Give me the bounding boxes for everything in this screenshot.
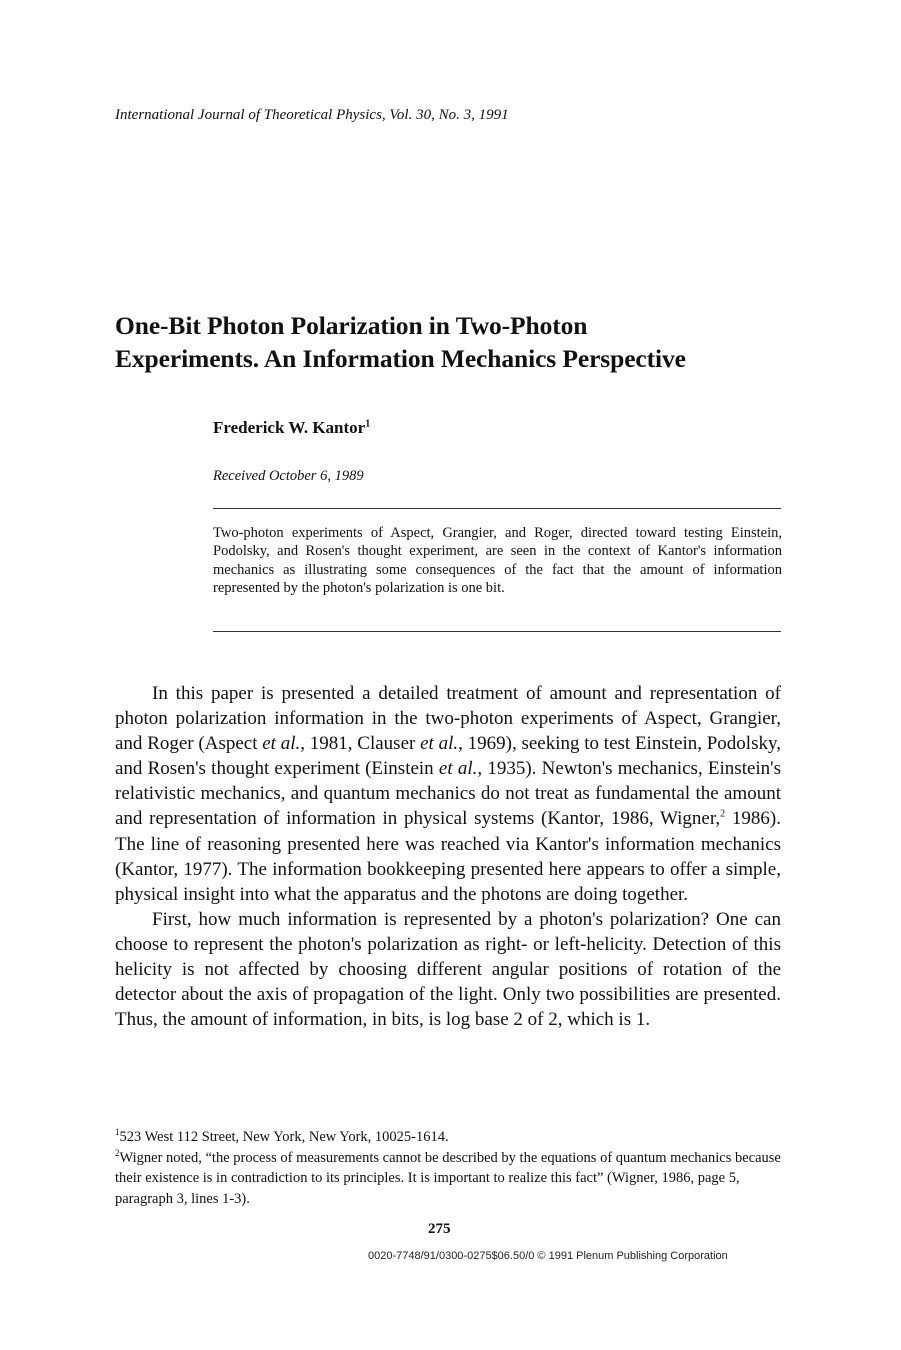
p1-text-a: In this paper is presented a detailed treatment of amount and representation of photon polarization information in the two-photon experiments of Aspect, Grangier, and Roger (Aspect [115, 683, 781, 755]
p1-text-b: , 1981, Clauser [300, 733, 421, 755]
p1-footnote-mark: 2 [720, 809, 726, 821]
author [213, 418, 370, 438]
p1-etal-1: et al. [262, 733, 301, 755]
title-line-2: Experiments. An Information Mechanics Perspective [115, 344, 686, 373]
footnote-2 [115, 1148, 783, 1210]
abstract-bottom-rule [213, 631, 781, 632]
abstract-top-rule [213, 508, 781, 509]
footnote-1-text: 523 West 112 Street, New York, New York, 10025-1614. [119, 1129, 449, 1145]
p1-text-c: , 1969), seeking to test Einstein, Podolsky, and Rosen's thought experiment (Einstein [115, 733, 781, 780]
title-line-1: One-Bit Photon Polarization in Two-Photon [115, 311, 588, 340]
paragraph-1 [115, 681, 781, 907]
paper-title [115, 309, 815, 375]
p1-etal-2: et al. [420, 733, 459, 755]
footnote-1 [115, 1127, 783, 1148]
abstract: Two-photon experiments of Aspect, Grangier, and Roger, directed toward testing Einstein, Podolsky, and Rosen's thought experiment, are seen in the context of Kantor's information mechanics as illustrating some consequences of the fact that the amount of information represented by the photon's polarization is one bit. [213, 525, 782, 596]
p1-text-d: , 1935). Newton's mechanics, Einstein's relativistic mechanics, and quantum mechanics do not treat as fundamental the amount and representation of information in physical systems (Kantor, 1986, Wigner, [115, 758, 781, 830]
copyright-line: 0020-7748/91/0300-0275$06.50/0 © 1991 Plenum Publishing Corporation [368, 1250, 728, 1262]
footnote-2-mark: 2 [115, 1147, 120, 1158]
received-date: Received October 6, 1989 [213, 468, 364, 484]
body-text [115, 681, 781, 1032]
page-number: 275 [428, 1221, 451, 1237]
footnote-2-text: Wigner noted, “the process of measurements cannot be described by the equations of quantum mechanics because their existence is in contradiction to its principles. It is important to realize this fact” (Wigner, 1986, page 5, paragraph 3, lines 1-3). [115, 1149, 781, 1207]
paragraph-2: First, how much information is represented by a photon's polarization? One can choose to represent the photon's polarization as right- or left-helicity. Detection of this helicity is not affected by choosing different angular positions of rotation of the detector about the axis of propagation of the light. Only two possibilities are presented. Thus, the amount of information, in bits, is log base 2 of 2, which is 1. [115, 908, 781, 1031]
footnotes [115, 1127, 783, 1209]
footnote-1-mark: 1 [115, 1127, 120, 1138]
p1-text-e: 1986). The line of reasoning presented here was reached via Kantor's information mechanics (Kantor, 1977). The information bookkeeping presented here appears to offer a simple, physical insight into what the apparatus and the photons are doing together. [115, 808, 781, 905]
author-footnote-mark: 1 [365, 418, 371, 430]
journal-citation: International Journal of Theoretical Physics, Vol. 30, No. 3, 1991 [115, 107, 509, 123]
author-name: Frederick W. Kantor [213, 418, 366, 437]
p1-etal-3: et al. [438, 758, 478, 780]
